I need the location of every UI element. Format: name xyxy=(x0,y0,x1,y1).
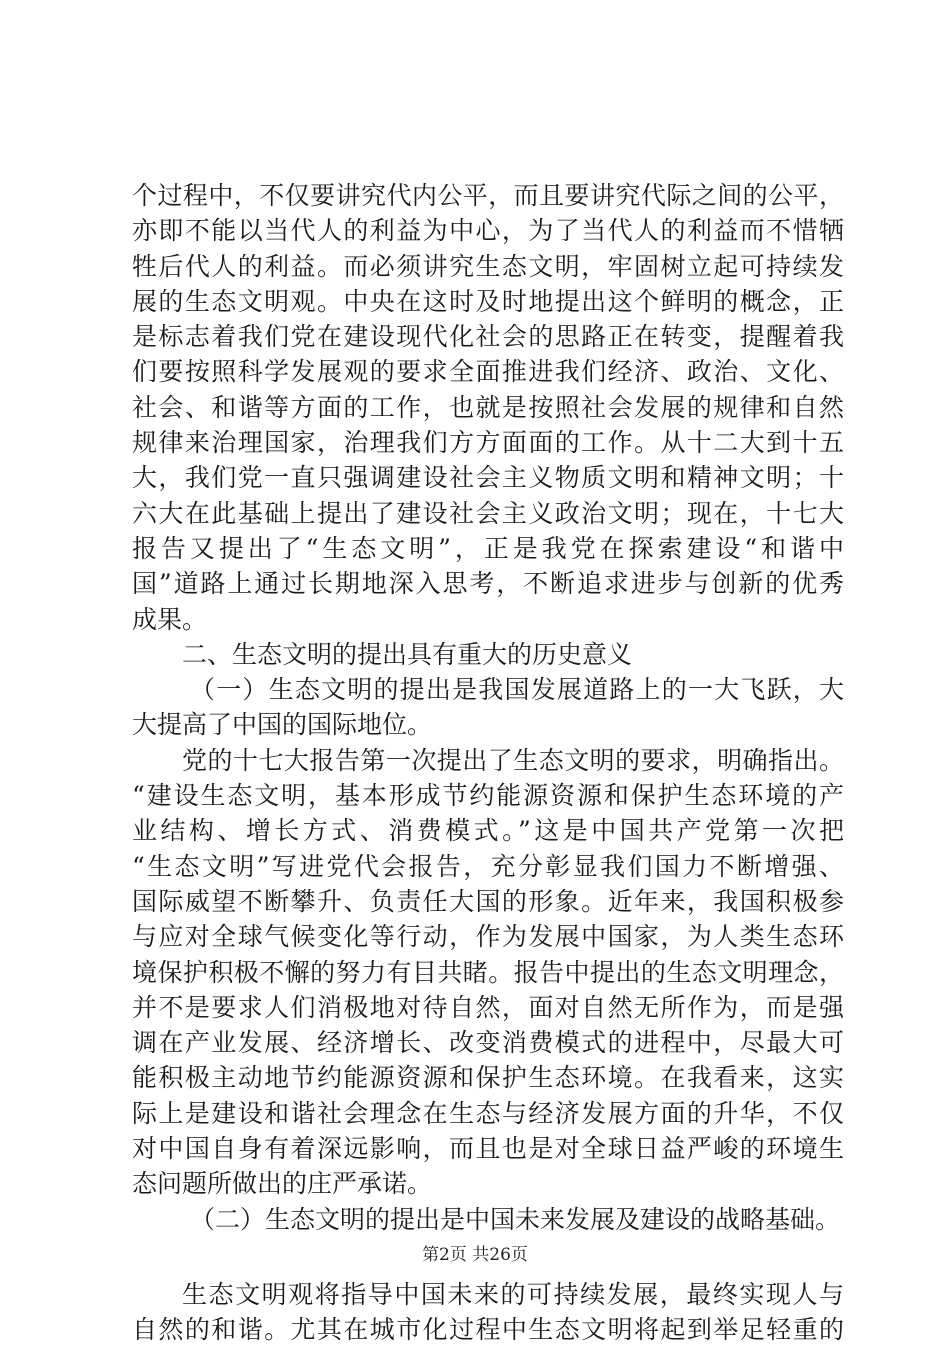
text-line: 自然的和谐。尤其在城市化过程中生态文明将起到举足轻重的 xyxy=(132,1315,844,1345)
text-line: 展的生态文明观。中央在这时及时地提出这个鲜明的概念，正 xyxy=(132,286,844,316)
text-line: 个过程中，不仅要讲究代内公平，而且要讲究代际之间的公平， xyxy=(132,181,844,210)
text-line: 社会、和谐等方面的工作，也就是按照社会发展的规律和自然 xyxy=(132,392,844,422)
text-line: 并不是要求人们消极地对待自然，面对自然无所作为，而是强 xyxy=(132,992,844,1022)
text-line: “建设生态文明，基本形成节约能源资源和保护生态环境的产 xyxy=(132,781,844,811)
paragraph-1 xyxy=(132,178,844,637)
section-heading-2: 二、生态文明的提出具有重大的历史意义 xyxy=(182,639,633,669)
text-line: 际上是建设和谐社会理念在生态与经济发展方面的升华，不仅 xyxy=(132,1098,844,1128)
text-line: 调在产业发展、经济增长、改变消费模式的进程中，尽最大可 xyxy=(132,1028,844,1058)
text-line: 们要按照科学发展观的要求全面推进我们经济、政治、文化、 xyxy=(132,357,844,387)
text-line: 生态文明观将指导中国未来的可持续发展，最终实现人与 xyxy=(182,1279,844,1309)
subsection-1 xyxy=(132,672,844,743)
text-line: 报告又提出了“生态文明”，正是我党在探索建设“和谐中 xyxy=(132,533,844,563)
paragraph-2 xyxy=(132,743,844,1202)
text-line: 国”道路上通过长期地深入思考，不断追求进步与创新的优秀 xyxy=(132,569,844,599)
paragraph-3 xyxy=(132,1277,844,1348)
page-number-footer: 第2页 共26页 xyxy=(422,1245,528,1265)
text-line: 境保护积极不懈的努力有目共睹。报告中提出的生态文明理念， xyxy=(132,957,844,987)
subsection-heading-line: （一）生态文明的提出是我国发展道路上的一大飞跃，大 xyxy=(190,675,844,705)
document-body xyxy=(132,178,844,1348)
subsection-heading-line: 大提高了中国的国际地位。 xyxy=(132,710,433,740)
text-line: 六大在此基础上提出了建设社会主义政治文明；现在，十七大 xyxy=(132,498,844,528)
text-line: 牲后代人的利益。而必须讲究生态文明，牢固树立起可持续发 xyxy=(132,251,844,281)
text-line: 对中国自身有着深远影响，而且也是对全球日益严峻的环境生 xyxy=(132,1134,844,1164)
text-line: 能积极主动地节约能源资源和保护生态环境。在我看来，这实 xyxy=(132,1063,844,1093)
subsection-heading-2: （二）生态文明的提出是中国未来发展及建设的战略基础。 xyxy=(190,1204,841,1234)
text-line: 国际威望不断攀升、负责任大国的形象。近年来，我国积极参 xyxy=(132,886,844,916)
text-line: 业结构、增长方式、消费模式。”这是中国共产党第一次把 xyxy=(132,816,844,846)
text-line: 与应对全球气候变化等行动，作为发展中国家，为人类生态环 xyxy=(132,922,844,952)
text-line: 成果。 xyxy=(132,604,208,634)
text-line: 态问题所做出的庄严承诺。 xyxy=(132,1169,433,1199)
text-line: 大，我们党一直只强调建设社会主义物质文明和精神文明；十 xyxy=(132,463,844,493)
text-line: “生态文明”写进党代会报告，充分彰显我们国力不断增强、 xyxy=(132,851,844,881)
text-line: 亦即不能以当代人的利益为中心，为了当代人的利益而不惜牺 xyxy=(132,216,844,246)
text-line: 规律来治理国家，治理我们方方面面的工作。从十二大到十五 xyxy=(132,428,844,458)
text-line: 党的十七大报告第一次提出了生态文明的要求，明确指出。 xyxy=(182,745,844,775)
text-line: 是标志着我们党在建设现代化社会的思路正在转变，提醒着我 xyxy=(132,322,844,352)
